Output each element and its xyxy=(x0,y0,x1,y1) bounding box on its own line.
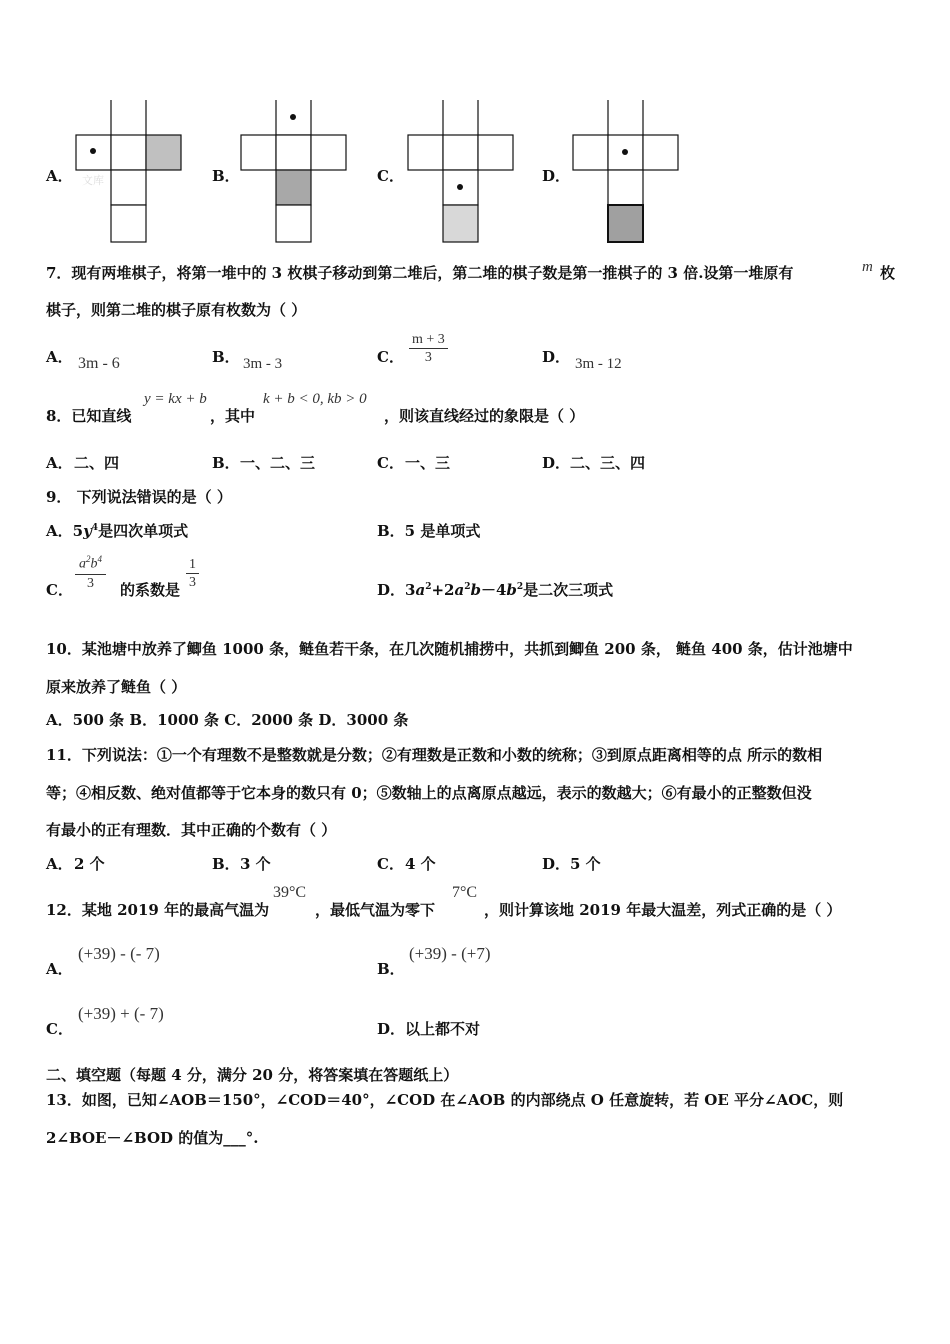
q8-stem-mid: ，其中 xyxy=(210,407,256,425)
q8-stem-post: ，则该直线经过的象限是（ ） xyxy=(384,407,585,425)
q7-option-b-expr[interactable]: 3m - 3 xyxy=(243,356,283,372)
q7-option-d-label[interactable]: D． xyxy=(542,348,571,366)
q6-option-c-label[interactable]: C． xyxy=(377,167,404,185)
q12-stem-post: ，则计算该地 2019 年最大温差，列式正确的是（ ） xyxy=(484,901,842,919)
q6-option-a-label[interactable]: A． xyxy=(46,167,73,185)
q7-c-denominator: 3 xyxy=(424,350,432,366)
q12-option-d-label[interactable]: D． xyxy=(377,1020,406,1038)
q13-stem-line2: 2∠BOE－∠BOD 的值为___°. xyxy=(46,1129,259,1147)
q8-option-d-label[interactable]: D． xyxy=(542,454,571,472)
q12-min-temp: 7°C xyxy=(452,884,478,901)
q7-stem-line1: 7．现有两堆棋子，将第一堆中的 3 枚棋子移动到第二堆后，第二堆的棋子数是第一推棋子的 3 倍.设第一堆原有 xyxy=(46,264,794,282)
q7-option-d-expr[interactable]: 3m - 12 xyxy=(575,356,622,372)
q9-option-d[interactable]: D．$3a^2+2a^2b-4b^2$是二次三项式 xyxy=(377,581,614,599)
q11-option-c-text[interactable]: 4 个 xyxy=(405,855,436,873)
q6-option-b-label[interactable]: B． xyxy=(212,167,240,185)
q9-option-b[interactable]: B．5 是单项式 xyxy=(377,522,481,540)
q7-stem-line1-end: 枚 xyxy=(880,264,896,282)
q7-option-c-label[interactable]: C． xyxy=(377,348,404,366)
q9-option-a-label: A． xyxy=(46,522,73,540)
q9-c-fraction[interactable]: $\frac{a^2b^4}{3}$ xyxy=(75,555,106,591)
q12-option-c-label[interactable]: C． xyxy=(46,1020,73,1038)
q11-option-d-label[interactable]: D． xyxy=(542,855,571,873)
q12-stem-pre: 12．某地 2019 年的最高气温为 xyxy=(46,901,270,919)
q12-option-d-text[interactable]: 以上都不对 xyxy=(405,1020,481,1038)
q7-c-numerator: m + 3 xyxy=(409,332,448,349)
q9-option-c-text[interactable]: 的系数是 xyxy=(120,581,181,599)
q11-option-b-text[interactable]: 3 个 xyxy=(240,855,271,873)
q11-option-c-label[interactable]: C． xyxy=(377,855,404,873)
q8-condition: k + b < 0, kb > 0 xyxy=(263,391,367,407)
q11-option-a-label[interactable]: A． xyxy=(46,855,73,873)
q7-option-a-expr[interactable]: 3m - 6 xyxy=(78,355,120,372)
section-2-heading: 二、填空题（每题 4 分，满分 20 分，将答案填在答题纸上） xyxy=(46,1066,459,1084)
q6-option-d-label[interactable]: D． xyxy=(542,167,571,185)
q8-option-a-text[interactable]: 二、四 xyxy=(74,454,120,472)
q12-stem-mid: ，最低气温为零下 xyxy=(315,901,436,919)
q8-option-c-label[interactable]: C． xyxy=(377,454,404,472)
q6-a-watermark: 文库 xyxy=(82,174,104,187)
q11-stem-line3: 有最小的正有理数．其中正确的个数有（ ） xyxy=(46,821,337,839)
q7-option-b-label[interactable]: B． xyxy=(212,348,240,366)
q12-option-a-label[interactable]: A． xyxy=(46,960,73,978)
q6-d-dot xyxy=(622,149,628,155)
q11-option-b-label[interactable]: B． xyxy=(212,855,240,873)
q9-option-d-label: D． xyxy=(377,581,406,599)
q10-options[interactable]: A．500 条 B．1000 条 C．2000 条 D．3000 条 xyxy=(46,711,409,729)
q13-stem-line1: 13．如图，已知∠AOB＝150°，∠COD＝40°，∠COD 在∠AOB 的内部绕点 O 任意旋转，若 OE 平分∠AOC，则 xyxy=(46,1091,844,1109)
q8-option-b-text[interactable]: 一、二、三 xyxy=(240,454,316,472)
q10-stem-line2: 原来放养了鲢鱼（ ） xyxy=(46,678,187,696)
q7-stem-line2: 棋子，则第二堆的棋子原有枚数为（ ） xyxy=(46,301,307,319)
q9-option-a[interactable]: A．$5y^4$是四次单项式 xyxy=(46,522,189,540)
q8-option-d-text[interactable]: 二、三、四 xyxy=(570,454,646,472)
q9-c-coef-den: 3 xyxy=(189,575,196,591)
q12-option-b-label[interactable]: B． xyxy=(377,960,405,978)
q8-option-c-text[interactable]: 一、三 xyxy=(405,454,451,472)
q11-option-d-text[interactable]: 5 个 xyxy=(570,855,601,873)
q7-option-c-fraction[interactable] xyxy=(409,332,448,366)
q9-c-coefficient[interactable] xyxy=(186,557,199,591)
q7-variable: m xyxy=(862,259,873,275)
q9-option-c-label[interactable]: C． xyxy=(46,581,73,599)
q6-d-shaded-square xyxy=(608,205,643,242)
q9-c-coef-num: 1 xyxy=(186,557,199,574)
q11-stem-line1: 11．下列说法：①一个有理数不是整数就是分数；②有理数是正数和小数的统称；③到原点距离相等的点 所示的数相 xyxy=(46,746,823,764)
q10-stem-line1: 10．某池塘中放养了鲫鱼 1000 条，鲢鱼若干条，在几次随机捕捞中，共抓到鲫鱼 200 条， 鲢鱼 400 条，估计池塘中 xyxy=(46,640,853,658)
q9-option-d-text: 是二次三项式 xyxy=(523,581,614,599)
q12-option-b-expr[interactable]: (+39) - (+7) xyxy=(409,944,491,963)
q9-stem: 9． 下列说法错误的是（ ） xyxy=(46,488,232,506)
q8-line-equation: y = kx + b xyxy=(144,391,207,407)
q12-option-a-expr[interactable]: (+39) - (- 7) xyxy=(78,944,160,963)
q8-stem-pre: 8．已知直线 xyxy=(46,407,132,425)
q9-option-a-text: 是四次单项式 xyxy=(98,522,189,540)
q11-stem-line2: 等；④相反数、绝对值都等于它本身的数只有 0；⑤数轴上的点离原点越远，表示的数越大；⑥有最小的正整数但没 xyxy=(46,784,812,802)
q12-option-c-expr[interactable]: (+39) + (- 7) xyxy=(78,1004,164,1023)
q12-max-temp: 39°C xyxy=(273,884,307,901)
q8-option-a-label[interactable]: A． xyxy=(46,454,73,472)
q7-option-a-label[interactable]: A． xyxy=(46,348,73,366)
q11-option-a-text[interactable]: 2 个 xyxy=(74,855,105,873)
q8-option-b-label[interactable]: B． xyxy=(212,454,240,472)
q6-option-d-net[interactable] xyxy=(0,0,950,260)
